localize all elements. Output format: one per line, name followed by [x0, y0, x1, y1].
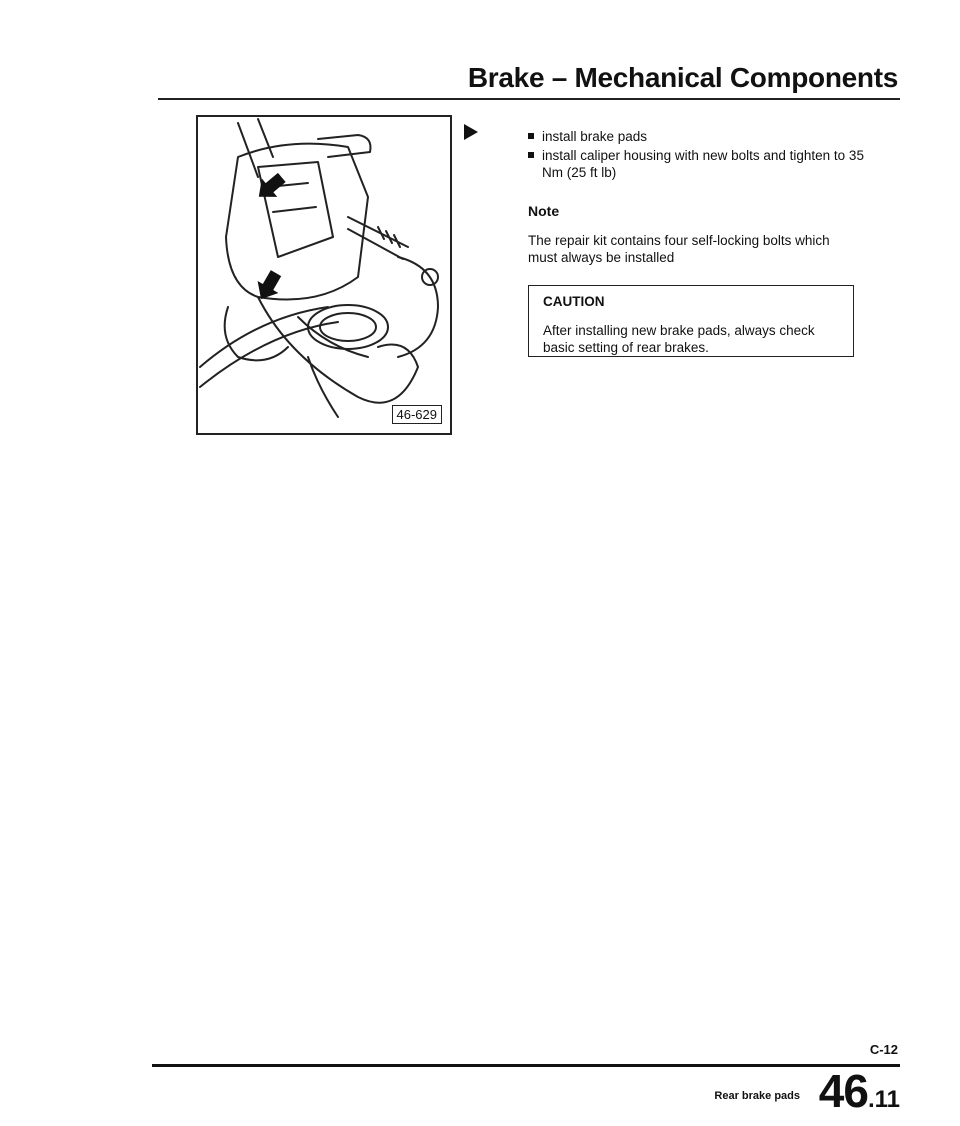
- section-caption: Rear brake pads: [714, 1090, 800, 1102]
- page-title: Brake – Mechanical Components: [467, 62, 898, 93]
- bullet-icon: [528, 133, 534, 139]
- caution-box: [528, 285, 854, 357]
- figure-label: 46-629: [392, 405, 442, 424]
- step-text: install caliper housing with new bolts and tighten to 35 Nm (25 ft lb): [542, 148, 864, 180]
- brake-caliper-illustration: [198, 117, 450, 433]
- section-number: [819, 1066, 900, 1125]
- list-item: [528, 147, 888, 181]
- bullet-icon: [528, 152, 534, 158]
- brake-caliper-figure: [196, 115, 452, 435]
- note-text: The repair kit contains four self-locking bolts which must always be installed: [528, 233, 830, 265]
- list-item: [528, 128, 888, 145]
- instructions: [528, 128, 888, 266]
- pointer-arrow-icon: [464, 124, 478, 140]
- caution-title: CAUTION: [543, 294, 605, 309]
- step-text: install brake pads: [542, 129, 648, 144]
- section-number-sub: .11: [867, 1086, 900, 1113]
- page-code: C-12: [869, 1042, 898, 1057]
- header-rule: [158, 98, 900, 100]
- section-number-main: 46: [818, 1065, 868, 1117]
- step-list: [528, 128, 888, 181]
- note-heading: Note: [528, 203, 560, 219]
- caution-text: After installing new brake pads, always check basic setting of rear brakes.: [543, 323, 815, 355]
- footer-rule: [152, 1064, 900, 1067]
